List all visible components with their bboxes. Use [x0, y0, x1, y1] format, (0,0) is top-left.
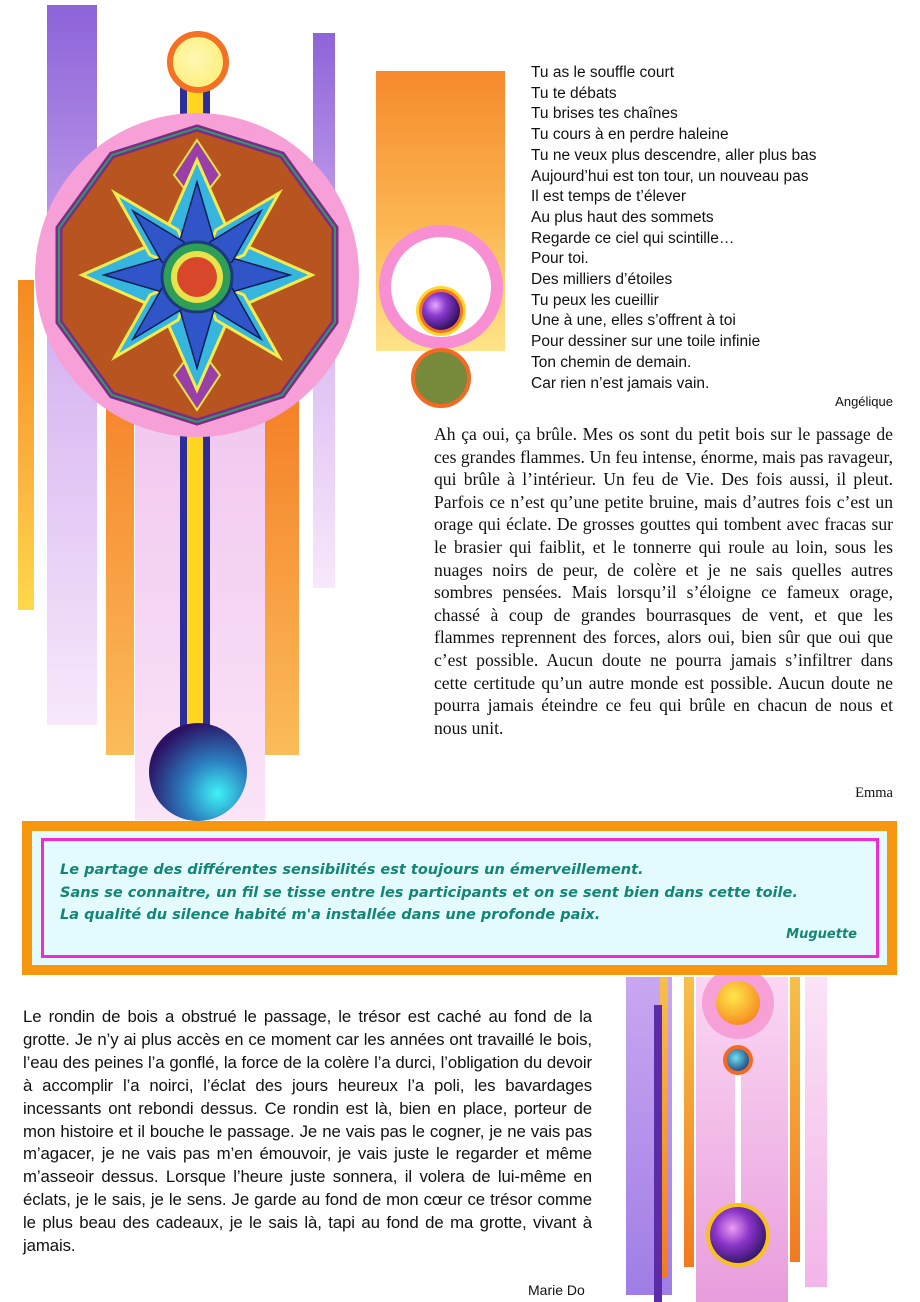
quote-line: Le partage des différentes sensibilités est toujours un émerveillement. [60, 862, 644, 878]
emma-text: Ah ça oui, ça brûle. Mes os sont du petit bois sur le passage de ces grandes flammes. Un feu intense, énorme, mais pas ravageur, qui brûle à l’intérieur. Un feu de Vie. Des fois aussi, il pleut. Parfois ce n’est qu’une petite bruine, mais d’autres fois c’est un orage qui éclate. De grosses gouttes qui tombent avec fracas sur le brasier qui faiblit, et le tonnerre qui roule au loin, sous les nuages noirs de peur, de colère et je ne sais quelles autres sombres pensées. Mais lorsqu’il s’éloigne ce fameux orage, chassé à coup de grandes bourrasques de vent, et que les flammes reprennent des forces, alors oui, bien sûr que oui que c’est possible. Aucun doute ne pourra jamais s’infiltrer dans cette certitude qu’un autre monde est possible. Aucun doute ne pourra jamais éteindre ce feu qui brûle en chacun de nous et nous unit. [434, 424, 894, 738]
quote-line: Sans se connaitre, un fil se tisse entre les participants et on se sent bien dans cette toile. [60, 884, 798, 901]
mandala-illustration [0, 0, 380, 825]
poem-line: Regarde ce ciel qui scintille… [531, 229, 735, 247]
poem [531, 63, 891, 394]
poem-line: Tu te débats [531, 84, 617, 102]
poem-line: Tu brises tes chaînes [531, 105, 678, 123]
poem-line: Pour dessiner sur une toile infinie [531, 333, 761, 351]
bars-decoration [600, 965, 840, 1302]
rings-decoration [370, 65, 515, 415]
poem-line: Tu peux les cueillir [531, 291, 659, 309]
poem-line: Ton chemin de demain. [531, 353, 692, 371]
marie-do-text: Le rondin de bois a obstrué le passage, le trésor est caché au fond de la grotte. Je n’y ai plus accès en ce moment car les années ont travaillé le bois, l’eau des peines l’a gonflé, la force de la colère l’a durci, l’obligation du devoir à accomplir l’a noirci, l’éclat des jours heureux l’a poli, les bavardages incessants ont rebondi dessus. Ce rondin est là, bien en place, porteur de mon histoire et il bouche le passage. Je ne vais pas le cogner, je ne vais pas m’agacer, je ne vais pas m’en émouvoir, je vais juste le regarder et même m’asseoir dessus. Lorsque l’heure juste sonnera, il volera de lui-même en éclats, je le sais, je le sens. Je garde au fond de mon cœur ce trésor comme le plus beau des cadeaux, je le sais là, tapi au fond de ma grotte, vivant à jamais. [23, 1007, 592, 1256]
poem-author: Angélique [835, 394, 893, 409]
poem-line: Des milliers d’étoiles [531, 271, 673, 289]
poem-line: Au plus haut des sommets [531, 208, 714, 226]
poem-line: Pour toi. [531, 250, 589, 268]
poem-line: Tu cours à en perdre haleine [531, 126, 729, 144]
poem-line: Aujourd’hui est ton tour, un nouveau pas [531, 167, 809, 185]
poem-line: Une à une, elles s’offrent à toi [531, 312, 736, 330]
poem-line: Il est temps de t’élever [531, 188, 687, 206]
quote-line: La qualité du silence habité m'a installée dans une profonde paix. [60, 907, 601, 923]
poem-line: Tu ne veux plus descendre, aller plus bas [531, 146, 817, 164]
poem-line: Car rien n’est jamais vain. [531, 374, 710, 392]
muguette-author: Muguette [786, 927, 857, 942]
marie-do-author: Marie Do [528, 1282, 585, 1298]
muguette-quote [60, 859, 860, 927]
emma-author: Emma [855, 785, 893, 801]
poem-line: Tu as le souffle court [531, 64, 675, 81]
